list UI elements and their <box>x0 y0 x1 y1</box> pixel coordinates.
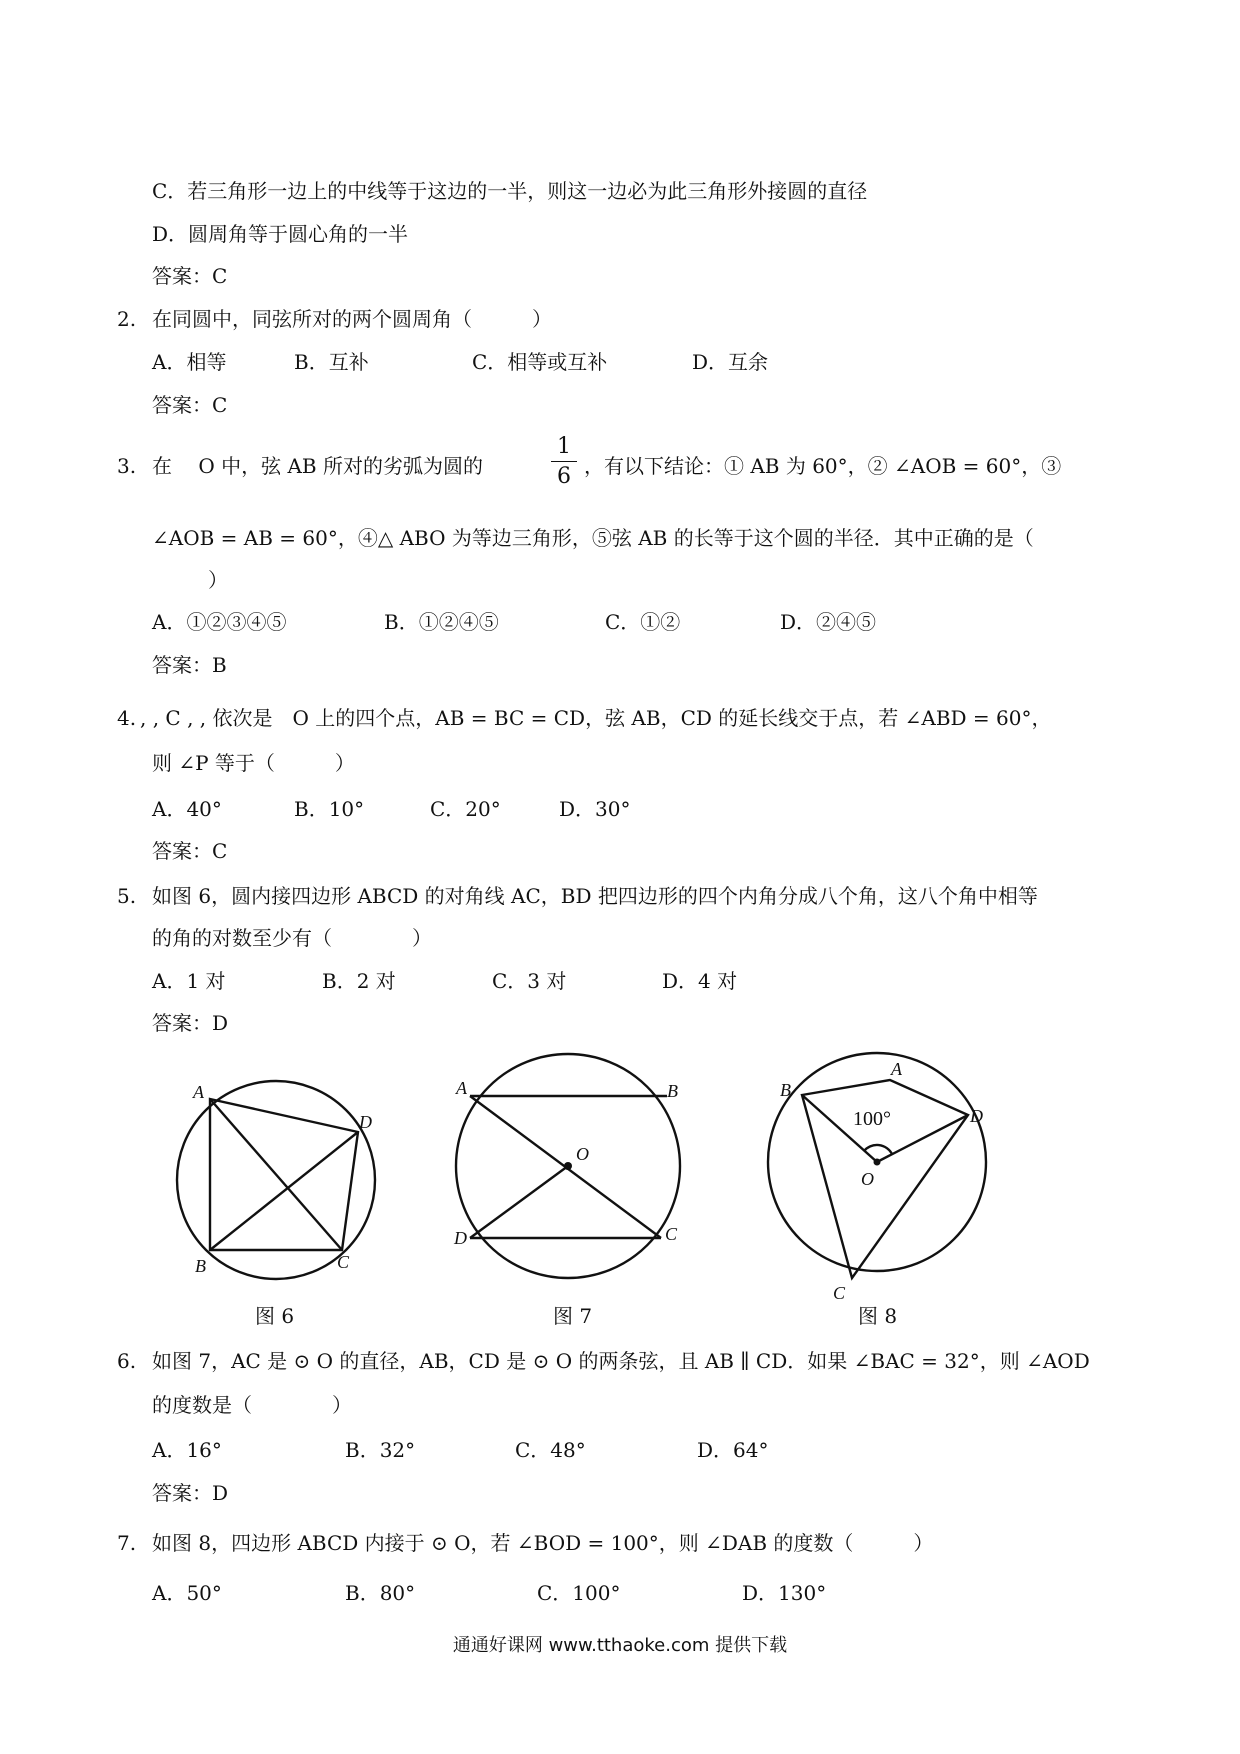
q1-answer: 答案：C <box>152 264 228 288</box>
q7-option-a: A．50° <box>152 1581 222 1605</box>
q3-option-b: B．①②④⑤ <box>384 610 499 634</box>
q5-stem-line2: 的角的对数至少有（ ） <box>152 926 432 950</box>
q4-stem-line1: , , C , , 依次是 O 上的四个点，AB = BC = CD，弦 AB，CD 的延长线交于点，若 ∠ABD = 60°， <box>140 706 1052 730</box>
q4-option-b: B．10° <box>294 797 365 821</box>
q5-option-a: A．1 对 <box>152 969 226 993</box>
q6-stem-line2: 的度数是（ ） <box>152 1393 352 1417</box>
q2-option-c: C．相等或互补 <box>472 350 608 374</box>
fig6-label-c: C <box>337 1252 350 1272</box>
q7-option-d: D．130° <box>742 1581 827 1605</box>
q7-option-c: C．100° <box>537 1581 621 1605</box>
figures-row <box>0 1050 1240 1303</box>
q2-answer: 答案：C <box>152 393 228 417</box>
q5-number: 5. <box>117 884 137 908</box>
q5-option-b: B．2 对 <box>322 969 396 993</box>
q3-option-d: D．②④⑤ <box>780 610 877 634</box>
q1-option-c: C．若三角形一边上的中线等于这边的一半，则这一边必为此三角形外接圆的直径 <box>152 179 868 203</box>
q6-stem-line1: 如图 7，AC 是 ⊙ O 的直径，AB，CD 是 ⊙ O 的两条弦，且 AB ∥ CD．如果 ∠BAC = 32°，则 ∠AOD <box>152 1349 1090 1373</box>
q5-option-c: C．3 对 <box>492 969 567 993</box>
page-footer: 通通好课网 www.tthaoke.com 提供下载 <box>452 1635 788 1656</box>
fig8-label-b: B <box>780 1080 791 1100</box>
q3-stem-part2: ，有以下结论：① AB 为 60°，② ∠AOB = 60°，③ <box>584 454 1062 478</box>
q7-option-b: B．80° <box>345 1581 416 1605</box>
q6-answer: 答案：D <box>152 1481 229 1505</box>
q3-option-a: A．①②③④⑤ <box>152 610 287 634</box>
q1-option-d: D．圆周角等于圆心角的一半 <box>152 222 409 246</box>
q3-number: 3. <box>117 454 137 478</box>
q5-answer: 答案：D <box>152 1011 229 1035</box>
q2-option-b: B．互补 <box>294 350 369 374</box>
fig8-caption: 图 8 <box>858 1304 898 1328</box>
q7-stem: 如图 8，四边形 ABCD 内接于 ⊙ O，若 ∠BOD = 100°，则 ∠DAB 的度数（ ） <box>152 1531 934 1555</box>
fig8-label-o: O <box>861 1169 874 1189</box>
fig6-quadrilateral <box>210 1099 358 1250</box>
fig7-radius-od <box>470 1166 568 1238</box>
fig7-center-dot <box>564 1162 572 1170</box>
fig6-diagonal-ac <box>210 1099 342 1250</box>
q2-number: 2. <box>117 307 137 331</box>
figure-6 <box>177 1081 375 1279</box>
q3-fraction-bar <box>551 461 577 462</box>
fig6-diagonal-bd <box>210 1132 358 1250</box>
q7-number: 7. <box>117 1531 137 1555</box>
fig6-caption: 图 6 <box>255 1304 295 1328</box>
q4-number: 4. <box>117 706 137 730</box>
q4-option-d: D．30° <box>559 797 631 821</box>
q5-stem-line1: 如图 6，圆内接四边形 ABCD 的对角线 AC，BD 把四边形的四个内角分成八个角，这八个角中相等 <box>152 884 1038 908</box>
fig7-label-b: B <box>667 1081 678 1101</box>
q3-answer: 答案：B <box>152 653 227 677</box>
q3-fraction-numerator: 1 <box>557 434 571 459</box>
fig7-caption: 图 7 <box>553 1304 593 1328</box>
q6-option-c: C．48° <box>515 1438 586 1462</box>
q6-number: 6. <box>117 1349 137 1373</box>
q3-fraction-denominator: 6 <box>557 464 571 489</box>
fig7-label-c: C <box>665 1224 678 1244</box>
q3-option-c: C．①② <box>605 610 681 634</box>
fig8-label-d: D <box>970 1106 983 1126</box>
q3-fraction <box>551 434 577 489</box>
q6-option-b: B．32° <box>345 1438 416 1462</box>
q3-stem-line3: ） <box>208 568 228 592</box>
fig7-label-d: D <box>454 1228 467 1248</box>
q2-option-d: D．互余 <box>692 350 769 374</box>
fig7-label-a: A <box>456 1078 467 1098</box>
fig7-label-o: O <box>576 1144 589 1164</box>
q2-option-a: A．相等 <box>152 350 227 374</box>
fig8-center-dot <box>874 1159 881 1166</box>
q3-stem-part1: 在 O 中，弦 AB 所对的劣弧为圆的 <box>152 454 483 478</box>
q6-option-a: A．16° <box>152 1438 222 1462</box>
fig8-angle-label: 100° <box>853 1108 891 1130</box>
q5-option-d: D．4 对 <box>662 969 738 993</box>
q2-stem: 在同圆中，同弦所对的两个圆周角（ ） <box>152 307 552 331</box>
q3-stem-line2: ∠AOB = AB = 60°，④△ ABO 为等边三角形，⑤弦 AB 的长等于这个圆的半径．其中正确的是（ <box>152 526 1034 550</box>
fig6-label-b: B <box>195 1256 206 1276</box>
fig8-label-c: C <box>833 1283 846 1303</box>
q4-stem-line2: 则 ∠P 等于（ ） <box>152 751 355 775</box>
fig6-label-a: A <box>193 1082 204 1102</box>
q4-option-a: A．40° <box>152 797 222 821</box>
fig6-label-d: D <box>359 1112 372 1132</box>
q4-option-c: C．20° <box>430 797 501 821</box>
fig8-label-a: A <box>891 1059 902 1079</box>
q6-option-d: D．64° <box>697 1438 769 1462</box>
q4-answer: 答案：C <box>152 839 228 863</box>
